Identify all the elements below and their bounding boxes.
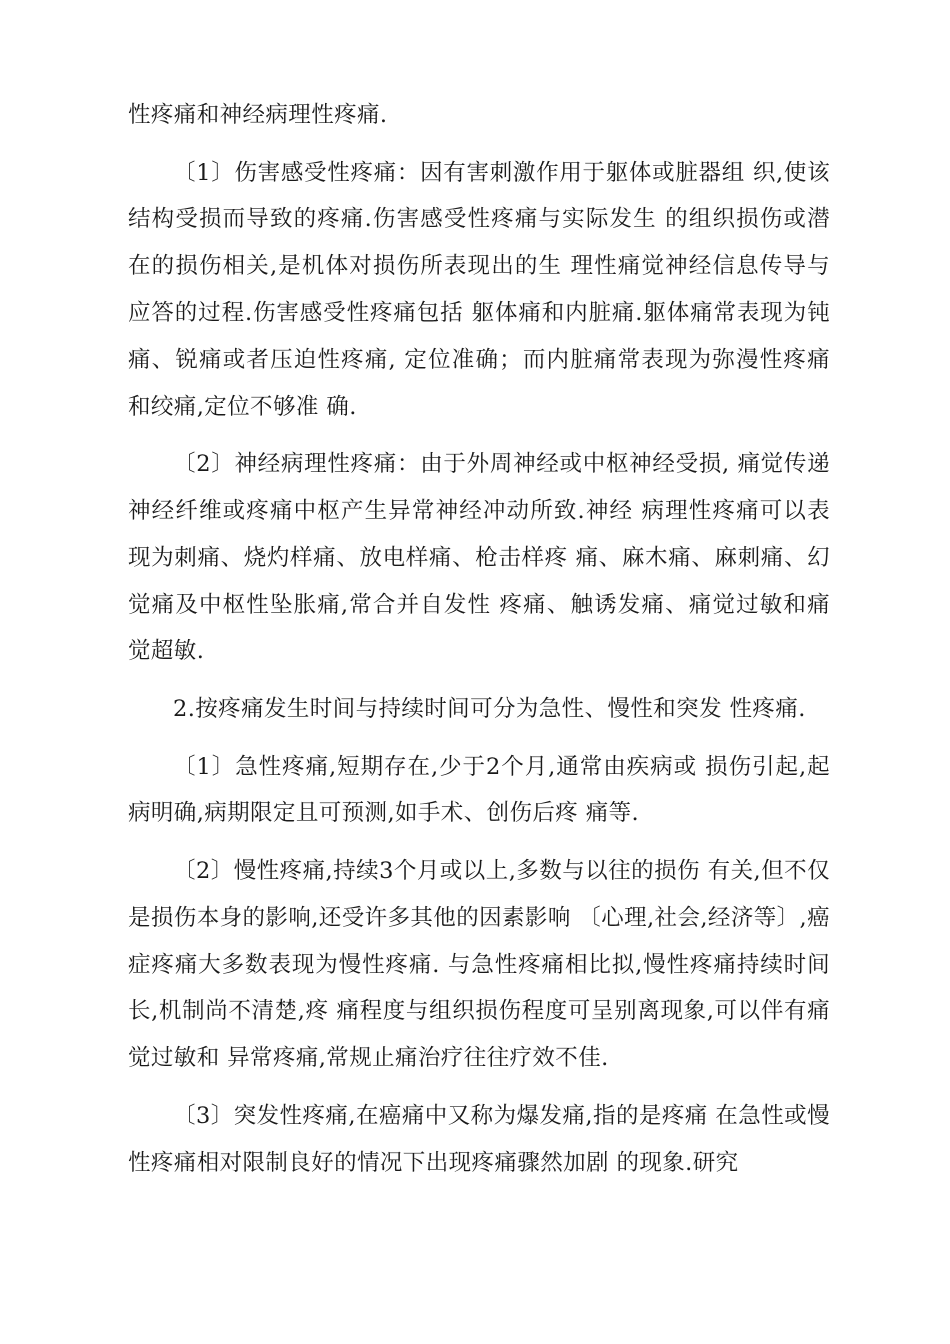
- paragraph-neuropathic-pain: 〔2〕神经病理性疼痛：由于外周神经或中枢神经受损, 痛觉传递神经纤维或疼痛中枢产生异常神经冲动所致.神经 病理性疼痛可以表现为刺痛、烧灼样痛、放电样痛、枪击样疼 痛、麻木痛、麻刺痛、幻觉痛及中枢性坠胀痛,常合并自发性 疼痛、触诱发痛、痛觉过敏和痛觉超敏.: [128, 451, 830, 665]
- document-body: [128, 92, 830, 1197]
- paragraph-chronic-pain: 〔2〕慢性疼痛,持续3个月或以上,多数与以往的损伤 有关,但不仅是损伤本身的影响,还受许多其他的因素影响 〔心理,社会,经济等〕,癌症疼痛大多数表现为慢性疼痛. 与急性疼痛相比拟,慢性疼痛持续时间长,机制尚不清楚,疼 痛程度与组织损伤程度可呈别离现象,可以伴有痛觉过敏和 异常疼痛,常规止痛治疗往往疗效不佳.: [128, 857, 830, 1072]
- paragraph-breakthrough-pain: 〔3〕突发性疼痛,在癌痛中又称为爆发痛,指的是疼痛 在急性或慢性疼痛相对限制良好的情况下出现疼痛骤然加剧 的现象.研究: [128, 1102, 830, 1176]
- paragraph-nociceptive-pain: 〔1〕伤害感受性疼痛：因有害刺激作用于躯体或脏器组 织,使该结构受损而导致的疼痛.伤害感受性疼痛与实际发生 的组织损伤或潜在的损伤相关,是机体对损伤所表现出的生 理性痛觉神经信息传导与应答的过程.伤害感受性疼痛包括 躯体痛和内脏痛.躯体痛常表现为钝痛、锐痛或者压迫性疼痛, 定位准确；而内脏痛常表现为弥漫性疼痛和绞痛,定位不够准 确.: [128, 159, 830, 420]
- paragraph-continuation: 性疼痛和神经病理性疼痛.: [128, 102, 388, 128]
- paragraph-duration-classification: 2.按疼痛发生时间与持续时间可分为急性、慢性和突发 性疼痛.: [173, 695, 806, 722]
- paragraph-acute-pain: 〔1〕急性疼痛,短期存在,少于2个月,通常由疾病或 损伤引起,起病明确,病期限定且可预测,如手术、创伤后疼 痛等.: [128, 753, 830, 827]
